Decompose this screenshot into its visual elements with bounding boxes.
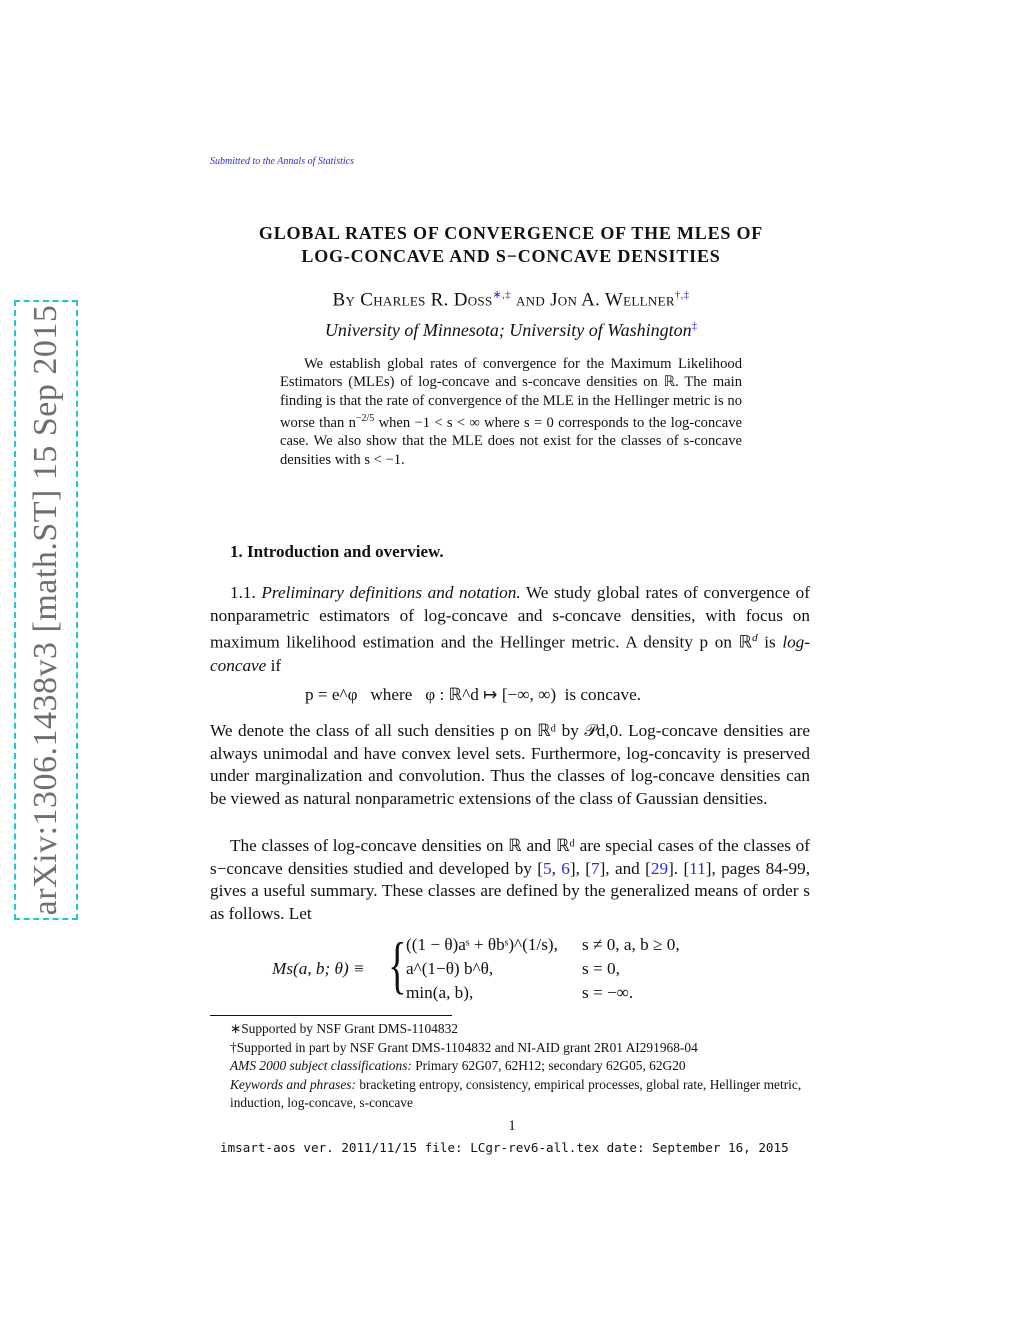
keywords-text: bracketing entropy, consistency, empirical processes, global rate, Hellinger metric, induction, log-concave, s-concave: [230, 1076, 802, 1110]
footnote: †Supported in part by NSF Grant DMS-1104832 and NI-AID grant 2R01 AI291968-04: [230, 1039, 698, 1055]
emphasis: log-concave: [210, 632, 810, 675]
case-row: [406, 935, 680, 955]
paragraph: [210, 835, 810, 925]
paragraph-text: We study global rates of convergence of nonparametric estimators of log-concave and s-concave densities, with focus on maximum likelihood estimation and the Hellinger metric. A density p on ℝ: [210, 583, 810, 652]
citation-link[interactable]: 11: [689, 858, 706, 878]
affiliation-text: University of Minnesota; University of Washington: [324, 320, 692, 340]
citation-link[interactable]: 29: [650, 858, 669, 878]
arxiv-sidebar-stamp: [14, 300, 78, 920]
paper-title: [200, 222, 822, 268]
case-condition: s ≠ 0, a, b ≥ 0,: [582, 935, 680, 954]
case-condition: s = −∞.: [582, 983, 634, 1002]
by-label: By: [332, 289, 356, 311]
paragraph-text: ], pages 84-99, gives a useful summary. These classes are defined by the generalized means of order s as follows. Let: [210, 858, 811, 923]
author-line: [200, 288, 822, 311]
and-label: and: [515, 289, 546, 311]
citation-link[interactable]: 7: [590, 858, 600, 878]
paragraph-text: ], and [: [599, 858, 651, 878]
arxiv-identifier: arXiv:1306.1438v3 [math.ST] 15 Sep 2015: [27, 304, 64, 916]
author-footnote-marks[interactable]: ∗,‡: [492, 289, 511, 301]
paragraph-text: ,: [551, 858, 562, 878]
subsection-title: Preliminary definitions and notation.: [261, 583, 521, 602]
section-heading: 1. Introduction and overview.: [230, 542, 444, 561]
page-number: 1: [508, 1118, 516, 1134]
journal-submission-note[interactable]: Submitted to the Annals of Statistics: [210, 156, 354, 167]
case-expression: a^(1−θ) b^θ,: [406, 959, 494, 978]
footnote-divider: [210, 1015, 452, 1016]
author-footnote-marks[interactable]: †,‡: [674, 289, 690, 301]
ams-text: Primary 62G07, 62H12; secondary 62G05, 62G20: [411, 1058, 686, 1073]
paragraph: [210, 582, 810, 677]
case-condition: s = 0,: [582, 959, 620, 978]
case-expression: min(a, b),: [406, 983, 474, 1002]
affiliations: [200, 320, 822, 341]
keywords: [210, 1076, 810, 1113]
generalized-mean-equation: [272, 929, 732, 1007]
paragraph-text: ]. [: [668, 858, 690, 878]
abstract-text-2: when −1 < s < ∞ where s = 0 corresponds to the log-concave case. We also show that the MLE does not exist for the classes of s-concave densities with s < −1.: [280, 415, 742, 468]
author-name: Charles R. Doss: [360, 289, 493, 311]
footnotes: [210, 1020, 810, 1113]
left-brace: {: [388, 929, 407, 1000]
ams-classification: [210, 1057, 810, 1076]
subsection-number: 1.1.: [230, 583, 256, 602]
paragraph-text: is: [757, 632, 783, 652]
affiliation-mark[interactable]: ‡: [691, 320, 698, 332]
paragraph-text: if: [266, 655, 282, 675]
title-line-2: LOG-CONCAVE AND S−CONCAVE DENSITIES: [301, 246, 721, 266]
display-equation: p = e^φ where φ : ℝ^d ↦ [−∞, ∞) is concave.: [305, 685, 642, 704]
paragraph-text: The classes of log-concave densities on ℝ and ℝᵈ are special cases of the classes of s−concave densities studied and developed by [: [210, 836, 810, 878]
citation-link[interactable]: 6: [561, 858, 570, 878]
imsart-footer: imsart-aos ver. 2011/11/15 file: LCgr-rev6-all.tex date: September 16, 2015: [220, 1140, 789, 1155]
case-row: [406, 959, 620, 979]
citation-link[interactable]: 5: [543, 858, 552, 878]
paragraph: We denote the class of all such densities p on ℝᵈ by 𝒫d,0. Log-concave densities are always unimodal and have convex level sets. Furthermore, log-concavity is preserved under marginalization and convolution. Thus the classes of log-concave densities can be viewed as natural nonparametric extensions of the class of Gaussian densities.: [210, 721, 810, 808]
title-line-1: GLOBAL RATES OF CONVERGENCE OF THE MLES OF: [258, 223, 764, 243]
case-expression: ((1 − θ)aˢ + θbˢ)^(1/s),: [406, 935, 558, 954]
abstract: [280, 355, 742, 469]
equation-lhs: Ms(a, b; θ) ≡: [272, 959, 365, 978]
superscript: d: [752, 632, 758, 645]
author-name: Jon A. Wellner: [550, 289, 675, 311]
abstract-text-1: We establish global rates of convergence for the Maximum Likelihood Estimators (MLEs) of log-concave and s-concave densities on ℝ. The main finding is that the rate of convergence of the MLE in the Hellinger metric is no worse than n: [280, 356, 742, 432]
paragraph-text: ], [: [569, 858, 591, 878]
ams-label: AMS 2000 subject classifications:: [230, 1058, 412, 1073]
footnote: ∗Supported by NSF Grant DMS-1104832: [230, 1021, 458, 1036]
abstract-exponent: −2/5: [355, 413, 375, 425]
case-row: [406, 983, 634, 1003]
keywords-label: Keywords and phrases:: [230, 1076, 356, 1092]
